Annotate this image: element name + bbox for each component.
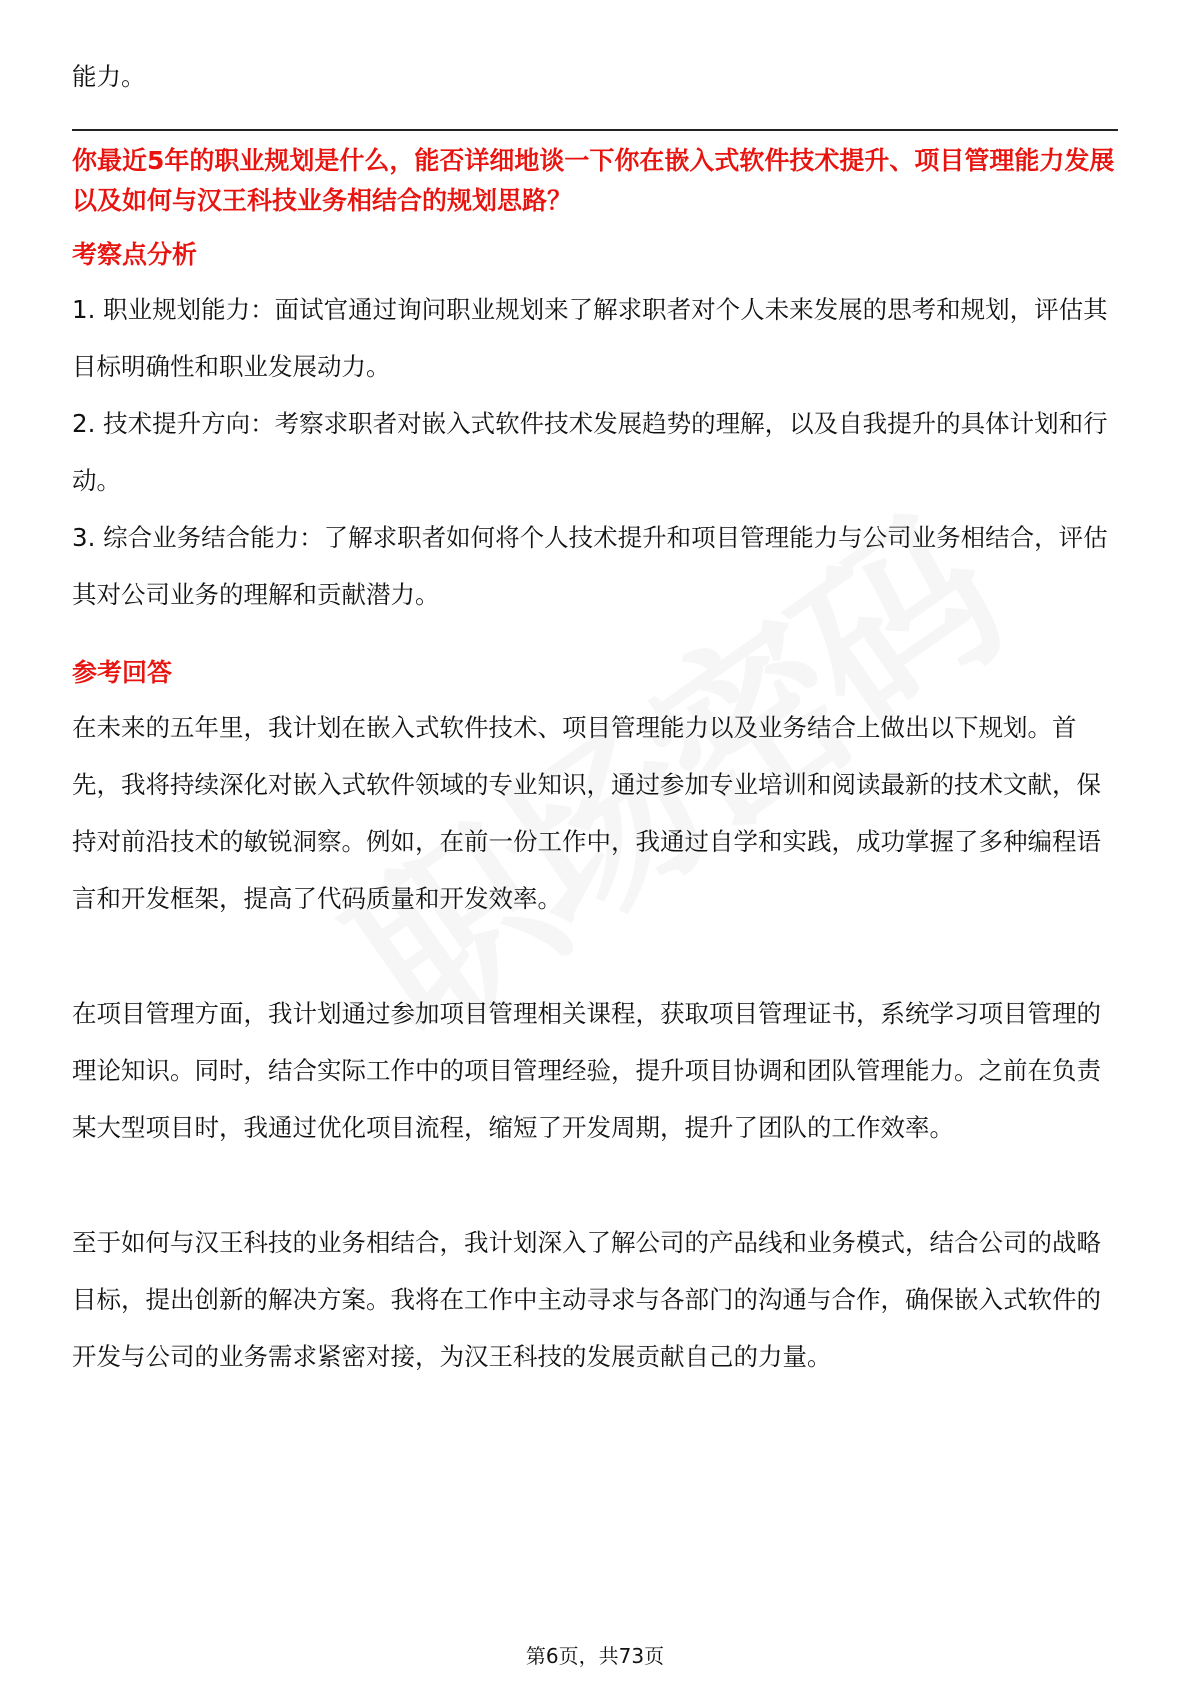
page-content: [72, 48, 1118, 1385]
analysis-item: 1. 职业规划能力：面试官通过询问职业规划来了解求职者对个人未来发展的思考和规划，评估其目标明确性和职业发展动力。: [72, 295, 1108, 381]
page-number: 第6页，共73页: [525, 1644, 665, 1668]
answer-title: 参考回答: [72, 658, 173, 687]
divider: [72, 129, 1118, 131]
analysis-item: 2. 技术提升方向：考察求职者对嵌入式软件技术发展趋势的理解，以及自我提升的具体计划和行动。: [72, 409, 1108, 495]
analysis-item: 3. 综合业务结合能力：了解求职者如何将个人技术提升和项目管理能力与公司业务相结合，评估其对公司业务的理解和贡献潜力。: [72, 523, 1108, 609]
answer-paragraph: 在项目管理方面，我计划通过参加项目管理相关课程，获取项目管理证书，系统学习项目管理的理论知识。同时，结合实际工作中的项目管理经验，提升项目协调和团队管理能力。之前在负责某大型项目时，我通过优化项目流程，缩短了开发周期，提升了团队的工作效率。: [72, 999, 1101, 1142]
question-heading: 你最近5年的职业规划是什么，能否详细地谈一下你在嵌入式软件技术提升、项目管理能力发展以及如何与汉王科技业务相结合的规划思路？: [72, 146, 1115, 215]
answer-paragraph: 至于如何与汉王科技的业务相结合，我计划深入了解公司的产品线和业务模式，结合公司的战略目标，提出创新的解决方案。我将在工作中主动寻求与各部门的沟通与合作，确保嵌入式软件的开发与公司的业务需求紧密对接，为汉王科技的发展贡献自己的力量。: [72, 1228, 1101, 1371]
analysis-list: [72, 281, 1118, 623]
answer-body: [72, 699, 1118, 1385]
answer-paragraph: 在未来的五年里，我计划在嵌入式软件技术、项目管理能力以及业务结合上做出以下规划。首先，我将持续深化对嵌入式软件领域的专业知识，通过参加专业培训和阅读最新的技术文献，保持对前沿技术的敏锐洞察。例如，在前一份工作中，我通过自学和实践，成功掌握了多种编程语言和开发框架，提高了代码质量和开发效率。: [72, 713, 1101, 913]
spacer: [72, 623, 1118, 639]
analysis-title: 考察点分析: [72, 240, 198, 269]
continued-text: 能力。: [72, 62, 146, 91]
